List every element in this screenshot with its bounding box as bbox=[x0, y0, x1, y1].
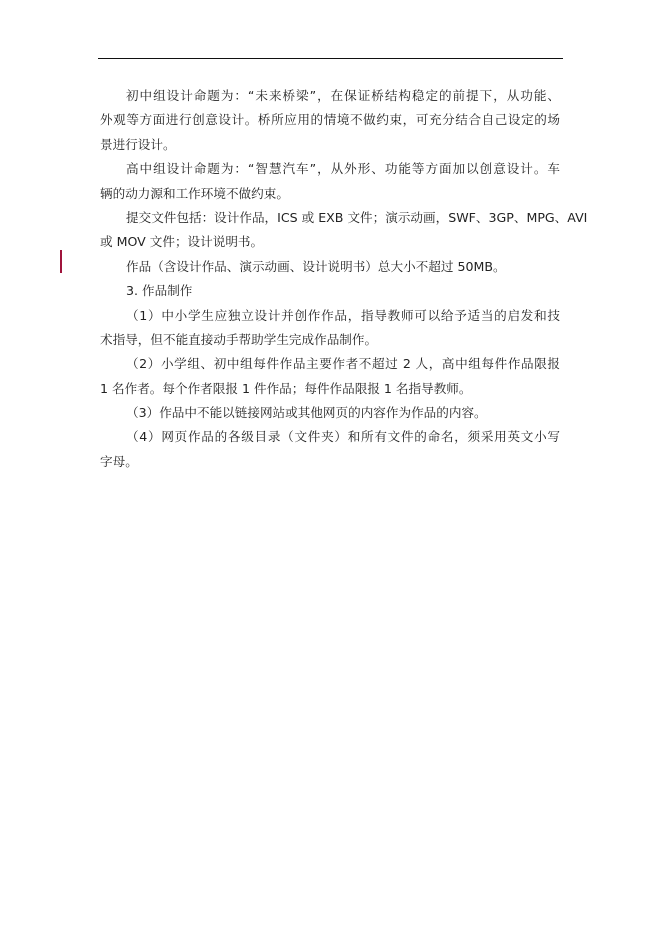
text-line: 初中组设计命题为：“未来桥梁”，在保证桥结构稳定的前提下，从功能、 bbox=[126, 88, 560, 103]
document-body bbox=[100, 84, 588, 474]
paragraph-junior-theme bbox=[100, 84, 560, 157]
section-heading: 3. 作品制作 bbox=[126, 283, 193, 299]
paragraph-size-limit bbox=[100, 255, 560, 279]
paragraph-senior-theme bbox=[100, 157, 560, 206]
text-line: 字母。 bbox=[100, 453, 138, 469]
text-line: 术指导，但不能直接动手帮助学生完成作品制作。 bbox=[100, 331, 378, 347]
paragraph-rule-1 bbox=[100, 304, 560, 353]
text-line: 1 名作者。每个作者限报 1 件作品；每件作品限报 1 名指导教师。 bbox=[100, 380, 472, 396]
text-line: 景进行设计。 bbox=[100, 136, 176, 152]
text-line: （4）网页作品的各级目录（文件夹）和所有文件的命名，须采用英文小写 bbox=[126, 429, 560, 445]
change-bar-marker bbox=[60, 250, 62, 273]
text-line: 提交文件包括：设计作品，ICS 或 EXB 文件；演示动画，SWF、3GP、MPG、AVI bbox=[126, 209, 588, 225]
text-line: 或 MOV 文件；设计说明书。 bbox=[100, 234, 264, 250]
paragraph-rule-4 bbox=[100, 425, 560, 474]
paragraph-rule-2 bbox=[100, 352, 560, 401]
paragraph-submission-files bbox=[100, 206, 588, 255]
text-line: 高中组设计命题为：“智慧汽车”，从外形、功能等方面加以创意设计。车 bbox=[126, 161, 560, 177]
text-line: 外观等方面进行创意设计。桥所应用的情境不做约束，可充分结合自己设定的场 bbox=[100, 112, 560, 128]
text-line: （1）中小学生应独立设计并创作作品，指导教师可以给予适当的启发和技 bbox=[126, 307, 560, 323]
text-line: （2）小学组、初中组每件作品主要作者不超过 2 人，高中组每件作品限报 bbox=[126, 356, 560, 372]
text-line: 辆的动力源和工作环境不做约束。 bbox=[100, 185, 289, 201]
header-rule bbox=[98, 58, 563, 59]
text-line: （3）作品中不能以链接网站或其他网页的内容作为作品的内容。 bbox=[126, 405, 487, 421]
section-heading-production bbox=[100, 279, 560, 303]
text-line: 作品（含设计作品、演示动画、设计说明书）总大小不超过 50MB。 bbox=[126, 258, 506, 274]
paragraph-rule-3 bbox=[100, 401, 560, 425]
